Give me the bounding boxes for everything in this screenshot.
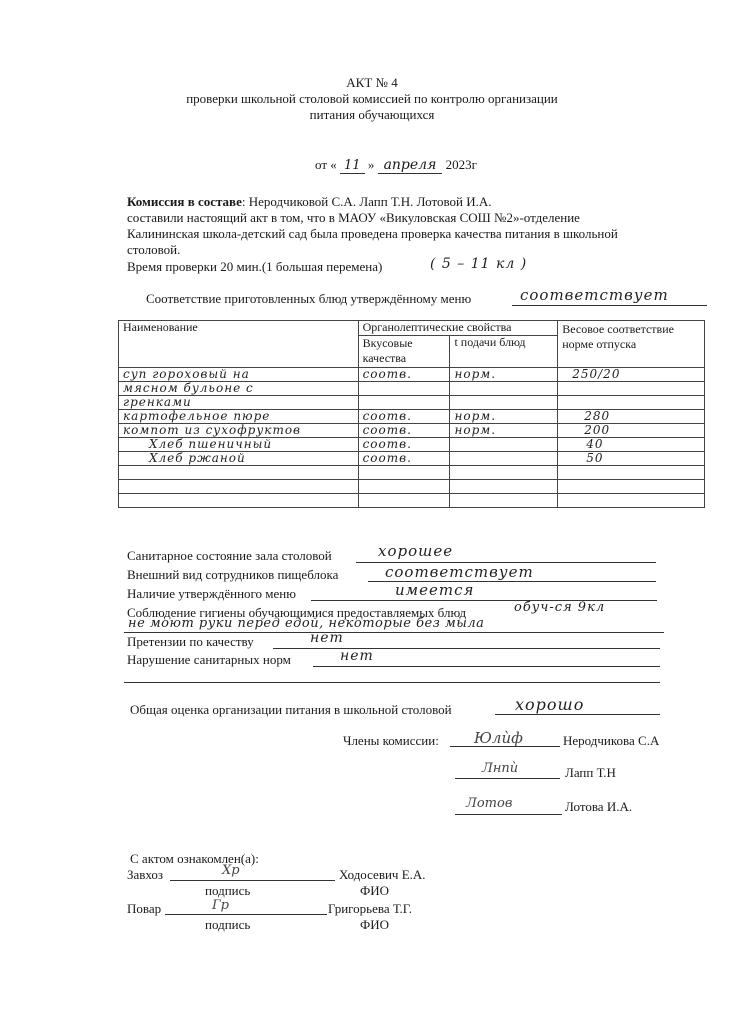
date-line (315, 157, 477, 173)
commission-members: : Неродчиковой С.А. Лапп Т.Н. Лотовой И.А. (241, 194, 492, 209)
header-name: Наименование (119, 321, 359, 368)
dish-temp: норм. (450, 368, 558, 382)
role-1-signature: Хр (222, 863, 240, 878)
dish-temp (450, 382, 558, 396)
table-row (119, 466, 705, 480)
dish-taste (358, 466, 450, 480)
header-temp: t подачи блюд (450, 335, 558, 367)
date-prefix: от « (315, 157, 337, 172)
acquainted-label: С актом ознакомлен(а): (130, 851, 259, 866)
dish-name: суп гороховый на (119, 368, 359, 382)
check-time: Время проверки 20 мин.(1 большая перемена) (127, 259, 383, 274)
dish-name (119, 480, 359, 494)
dish-taste (358, 494, 450, 508)
table-row (119, 494, 705, 508)
table-row (119, 396, 705, 410)
dish-weight: 50 (558, 452, 705, 466)
menu-compliance-label: Соответствие приготовленных блюд утверждённому меню (146, 291, 472, 306)
hygiene-value-1: обуч-ся 9кл (514, 600, 606, 615)
dish-name: гренками (119, 396, 359, 410)
staff-label: Внешний вид сотрудников пищеблока (127, 567, 339, 582)
dish-taste: соотв. (358, 368, 450, 382)
commission-line (127, 194, 492, 210)
dish-temp (450, 466, 558, 480)
dish-weight: 200 (558, 424, 705, 438)
overall-label: Общая оценка организации питания в школьной столовой (130, 702, 452, 717)
dishes-table (118, 320, 705, 508)
role-1: Завхоз (127, 867, 164, 882)
commission-label: Комиссия в составе (127, 194, 242, 209)
act-subtitle-1: проверки школьной столовой комиссией по контролю организации (186, 91, 558, 106)
menu-compliance-underline (512, 305, 707, 306)
header-taste: Вкусовые качества (358, 335, 450, 367)
dish-taste (358, 396, 450, 410)
dish-name: Хлеб ржаной (119, 452, 359, 466)
member-3-line (455, 814, 562, 815)
dish-weight: 40 (558, 438, 705, 452)
menu-label: Наличие утверждённого меню (127, 586, 296, 601)
commission-text-2: составили настоящий акт в том, что в МАОУ «Викуловская СОШ №2»-отделение (127, 210, 580, 225)
dish-temp (450, 480, 558, 494)
member-2-signature: Лнпѝ (482, 761, 519, 776)
staff-value: соответствует (385, 563, 534, 581)
role-1-fio-caption: ФИО (360, 883, 390, 898)
overall-underline (495, 714, 660, 715)
table-row (119, 424, 705, 438)
dish-weight (558, 494, 705, 508)
dish-taste: соотв. (358, 410, 450, 424)
sanitary-value: хорошее (378, 542, 454, 560)
role-1-sign-caption: подпись (205, 883, 251, 898)
act-title: АКТ № 4 (346, 75, 398, 90)
dish-temp: норм. (450, 424, 558, 438)
member-2-line (455, 778, 560, 779)
claims-label: Претензии по качеству (127, 634, 254, 649)
dish-weight (558, 480, 705, 494)
dish-weight (558, 396, 705, 410)
dish-taste: соотв. (358, 452, 450, 466)
role-2-name: Григорьева Т.Г. (328, 901, 413, 916)
table-row (119, 368, 705, 382)
hygiene-label: Соблюдение гигиены обучающимися предоставляемых блюд (127, 605, 467, 620)
dish-temp (450, 396, 558, 410)
role-2-fio-caption: ФИО (360, 917, 390, 932)
role-2-line (165, 914, 327, 915)
commission-text-3: Калининская школа-детский сад была проведена проверка качества питания в школьной (127, 226, 618, 241)
date-day: 11 (340, 158, 365, 174)
table-row (119, 452, 705, 466)
violations-underline (313, 666, 660, 667)
claims-value: нет (310, 630, 344, 646)
date-month: апреля (378, 157, 443, 174)
member-3-name: Лотова И.А. (565, 799, 633, 814)
member-1-name: Неродчикова С.А (563, 733, 660, 748)
dish-temp: норм. (450, 410, 558, 424)
dish-name (119, 494, 359, 508)
violations-value: нет (340, 648, 374, 664)
check-time-handwritten: ( 5 – 11 кл ) (430, 256, 528, 272)
dish-name: компот из сухофруктов (119, 424, 359, 438)
dish-weight: 250/20 (558, 368, 705, 382)
dish-name: картофельное пюре (119, 410, 359, 424)
dish-taste (358, 480, 450, 494)
role-1-line (170, 880, 335, 881)
table-row (119, 382, 705, 396)
member-3-signature: Лотов (466, 796, 513, 811)
role-1-name: Ходосевич Е.А. (339, 867, 426, 882)
dish-temp (450, 494, 558, 508)
menu-compliance-value: соответствует (520, 286, 669, 304)
dish-temp (450, 452, 558, 466)
member-1-signature: Юлѝф (474, 729, 523, 747)
act-subtitle-2: питания обучающихся (309, 107, 435, 122)
hygiene-value-2: не моют руки перед едой, некоторые без мыла (128, 616, 485, 631)
member-2-name: Лапп Т.Н (565, 765, 616, 780)
violations-label: Нарушение санитарных норм (127, 652, 291, 667)
dish-temp (450, 438, 558, 452)
dish-name: мясном бульоне с (119, 382, 359, 396)
dish-taste: соотв. (358, 438, 450, 452)
overall-value: хорошо (515, 695, 585, 714)
header-weight: Весовое соответствие норме отпуска (558, 321, 705, 368)
dish-taste (358, 382, 450, 396)
table-row (119, 480, 705, 494)
table-row (119, 438, 705, 452)
members-label: Члены комиссии: (343, 733, 439, 748)
dish-name (119, 466, 359, 480)
role-2-sign-caption: подпись (205, 917, 251, 932)
dish-weight (558, 466, 705, 480)
claims-underline (273, 648, 660, 649)
table-row (119, 410, 705, 424)
date-mid: » (367, 157, 375, 172)
header-organoleptic: Органолептические свойства (358, 321, 558, 336)
role-2-signature: Гр (212, 898, 229, 913)
commission-text-4: столовой. (127, 242, 181, 257)
dish-taste: соотв. (358, 424, 450, 438)
date-year: 2023г (445, 157, 477, 172)
dish-weight: 280 (558, 410, 705, 424)
dish-weight (558, 382, 705, 396)
extra-underline (124, 682, 660, 683)
menu-value: имеется (395, 581, 475, 599)
dish-name: Хлеб пшеничный (119, 438, 359, 452)
sanitary-label: Санитарное состояние зала столовой (127, 548, 332, 563)
role-2: Повар (127, 901, 162, 916)
hygiene-underline (124, 632, 664, 633)
